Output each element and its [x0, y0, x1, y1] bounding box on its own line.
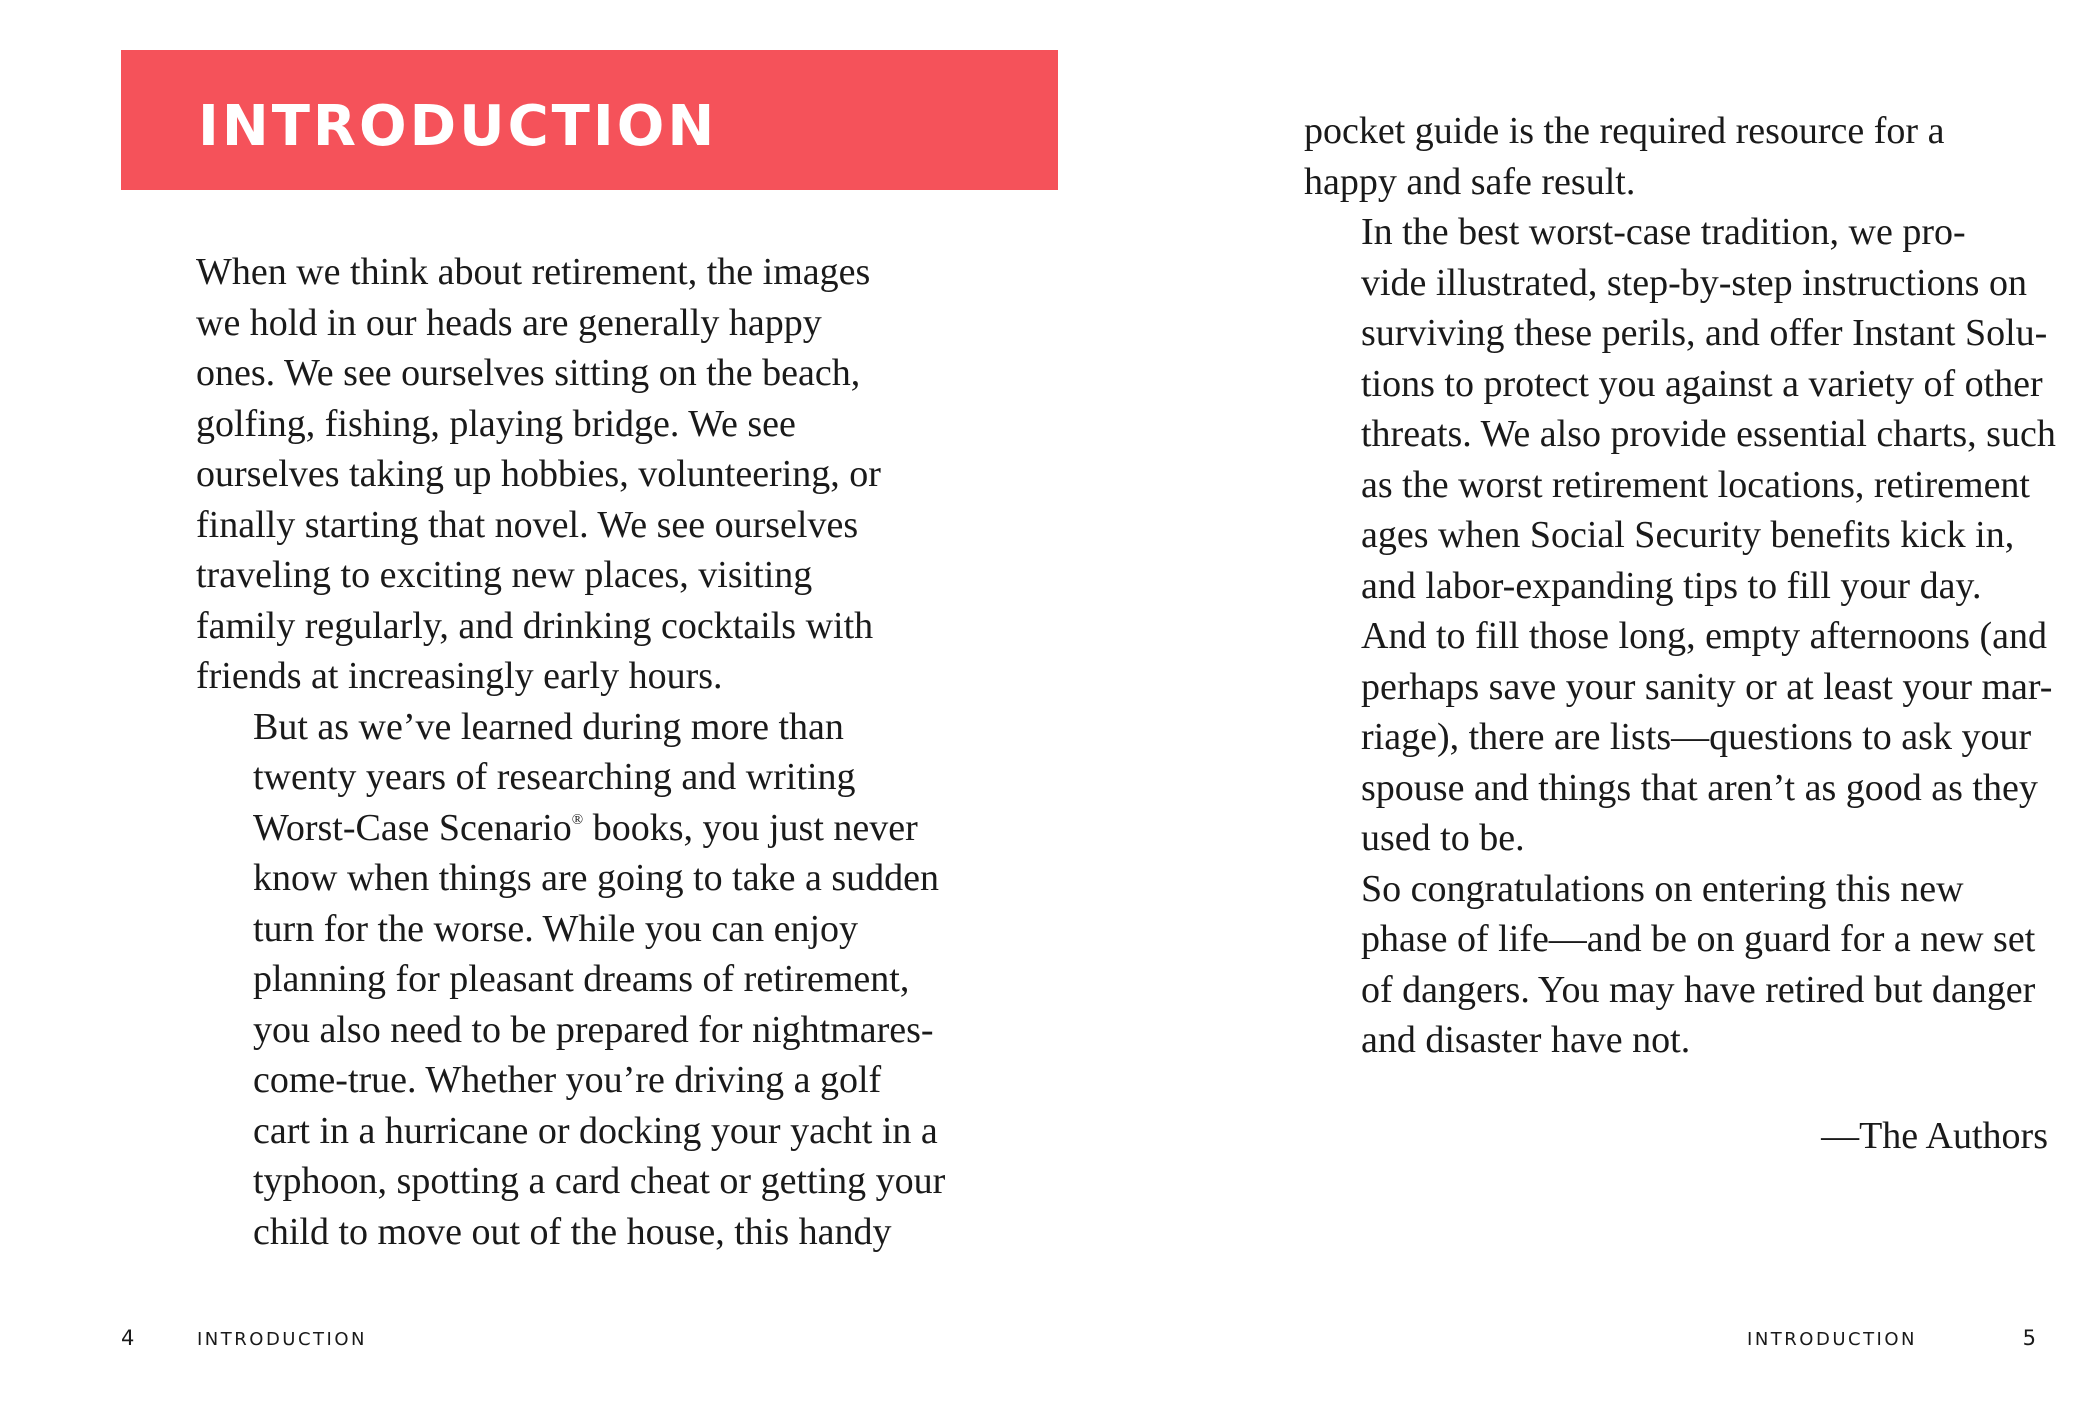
text-line: threats. We also provide essential charts, such: [1361, 413, 2056, 455]
text-line: happy and safe result.: [1304, 160, 1636, 203]
text-line: tions to protect you against a variety of other: [1361, 362, 2043, 405]
text-line: golfing, fishing, playing bridge. We see: [196, 402, 796, 445]
text-line: pocket guide is the required resource for a: [1304, 110, 1945, 152]
text-line: When we think about retirement, the images: [196, 251, 871, 293]
text-line: as the worst retirement locations, retirement: [1361, 463, 2030, 506]
text-line: In the best worst-case tradition, we pro-: [1361, 211, 1966, 253]
text-line: turn for the worse. While you can enjoy: [253, 907, 859, 950]
paragraph: [1304, 106, 2048, 207]
brand-name: Worst-Case Scenario: [253, 806, 572, 849]
paragraph: [196, 247, 896, 702]
chapter-title: INTRODUCTION: [198, 94, 718, 159]
text-line: and disaster have not.: [1361, 1019, 1691, 1061]
text-line: ages when Social Security benefits kick in,: [1361, 514, 2015, 556]
running-head-left: INTRODUCTION: [197, 1329, 367, 1350]
text-line: and labor-expanding tips to fill your day.: [1361, 564, 1982, 607]
text-line: ones. We see ourselves sitting on the beach,: [196, 352, 861, 394]
text-line: surviving these perils, and offer Instant Solu-: [1361, 312, 2048, 354]
text-line: child to move out of the house, this handy: [253, 1210, 892, 1253]
text-line: friends at increasingly early hours.: [196, 655, 723, 697]
text-line: riage), there are lists—questions to ask your: [1361, 716, 2032, 758]
text-line: used to be.: [1361, 817, 1525, 859]
text-line: spouse and things that aren’t as good as they: [1361, 766, 2038, 809]
text-line: typhoon, spotting a card cheat or getting your: [253, 1160, 946, 1202]
text-line: family regularly, and drinking cocktails with: [196, 604, 874, 647]
page-number-right: 5: [2022, 1326, 2036, 1350]
text-line: But as we’ve learned during more than: [253, 705, 844, 748]
text-line: you also need to be prepared for nightmares-: [253, 1008, 934, 1051]
text-line: cart in a hurricane or docking your yacht in a: [253, 1109, 938, 1152]
text-line: vide illustrated, step-by-step instructions on: [1361, 261, 2027, 304]
text-line: know when things are going to take a sudden: [253, 857, 939, 899]
text-line: finally starting that novel. We see ourselves: [196, 503, 859, 546]
right-page: [1050, 0, 2100, 1425]
text-line: ourselves taking up hobbies, volunteering, or: [196, 453, 881, 495]
text-line: So congratulations on entering this new: [1361, 867, 1964, 910]
right-body-text: [1304, 106, 2056, 1066]
paragraph: [1304, 207, 2056, 864]
text-line: twenty years of researching and writing: [253, 756, 856, 798]
text-line: perhaps save your sanity or at least your mar-: [1361, 665, 2053, 708]
page-number-left: 4: [121, 1326, 135, 1350]
text-line: come-true. Whether you’re driving a golf: [253, 1059, 882, 1101]
brand-line-rest: books, you just never: [583, 806, 918, 849]
left-body-text: [196, 247, 946, 1257]
text-line-brand: [196, 803, 918, 854]
paragraph: [1304, 864, 2048, 1066]
text-line: of dangers. You may have retired but danger: [1361, 968, 2036, 1011]
paragraph: [196, 702, 946, 1258]
signoff: —The Authors: [1821, 1115, 2048, 1157]
text-line: traveling to exciting new places, visiting: [196, 554, 813, 596]
text-line: And to fill those long, empty afternoons (and: [1361, 615, 2047, 657]
chapter-title-band: [121, 50, 1058, 190]
registered-mark: ®: [571, 811, 584, 828]
running-head-right: INTRODUCTION: [1747, 1329, 1917, 1350]
text-line: we hold in our heads are generally happy: [196, 301, 822, 344]
text-line: phase of life—and be on guard for a new set: [1361, 918, 2036, 960]
text-line: planning for pleasant dreams of retirement,: [253, 958, 910, 1000]
